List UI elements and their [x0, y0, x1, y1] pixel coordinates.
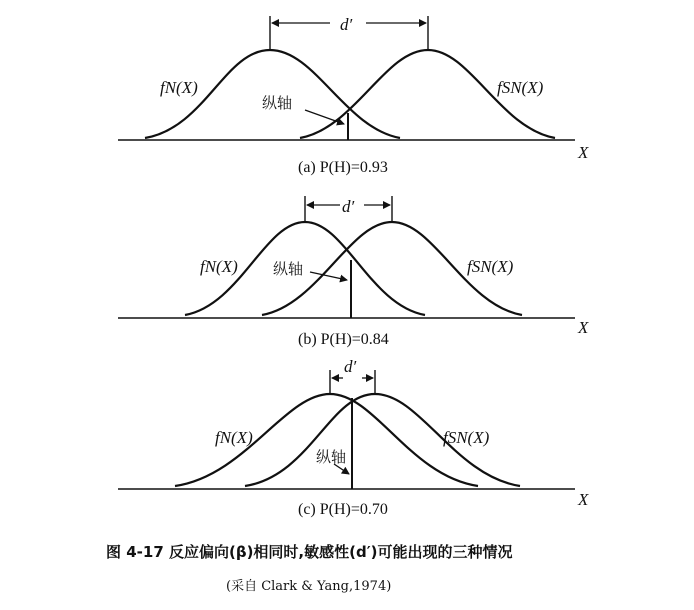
- d-prime-label: d′: [340, 15, 353, 34]
- figure-title: 图 4-17 反应偏向(β)相同时,敏感性(d′)可能出现的三种情况: [106, 543, 513, 561]
- panel-caption: (a) P(H)=0.93: [298, 159, 388, 176]
- d-prime-label: d′: [344, 357, 357, 376]
- criterion-pointer: [305, 110, 344, 124]
- d-prime-label: d′: [342, 197, 355, 216]
- panel-caption: (b) P(H)=0.84: [298, 331, 389, 348]
- figure-source: (采自 Clark & Yang,1974): [226, 579, 392, 594]
- x-axis-label: X: [578, 490, 589, 509]
- x-axis-label: X: [578, 143, 589, 162]
- signal-distribution-label: fSN(X): [497, 78, 544, 97]
- signal-distribution-label: fSN(X): [467, 257, 514, 276]
- noise-distribution-label: fN(X): [160, 78, 198, 97]
- criterion-label: 纵轴: [273, 260, 304, 278]
- signal-distribution-label: fSN(X): [443, 428, 490, 447]
- noise-distribution-label: fN(X): [200, 257, 238, 276]
- noise-distribution-label: fN(X): [215, 428, 253, 447]
- criterion-pointer: [310, 272, 347, 280]
- panel-b: [118, 196, 589, 348]
- criterion-label: 纵轴: [316, 448, 347, 466]
- panel-c: [118, 357, 589, 518]
- panel-caption: (c) P(H)=0.70: [298, 501, 388, 518]
- panel-a: [118, 15, 589, 176]
- criterion-label: 纵轴: [262, 94, 293, 112]
- x-axis-label: X: [578, 318, 589, 337]
